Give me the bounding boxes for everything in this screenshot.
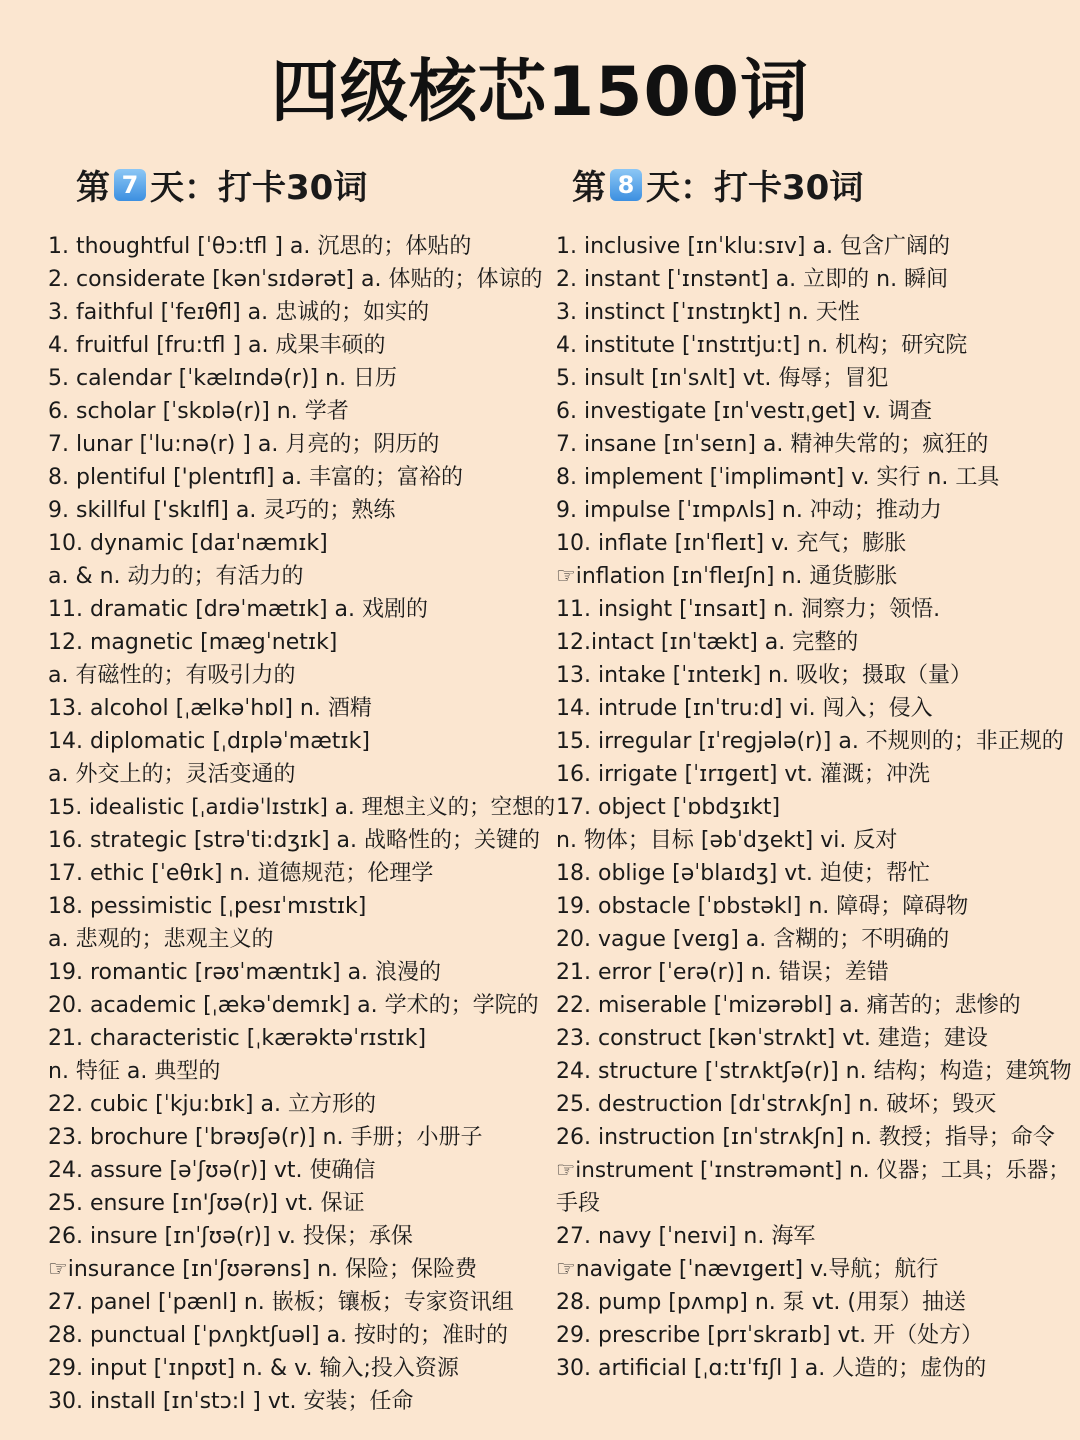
vocab-line: a. 有磁性的；有吸引力的: [48, 663, 296, 688]
vocab-line: 25. ensure [ɪn'ʃʊə(r)] vt. 保证: [48, 1191, 365, 1216]
vocab-line: 23. construct [kənˈstrʌkt] vt. 建造；建设: [556, 1026, 988, 1051]
vocab-line: 3. faithful [ˈfeɪθfl] a. 忠诚的；如实的: [48, 300, 430, 325]
day-7-word-list: [48, 230, 558, 1418]
vocab-line: ☞instrument [ˈɪnstrəmənt] n. 仪器；工具；乐器；: [556, 1158, 1070, 1183]
vocab-line: a. 外交上的；灵活变通的: [48, 762, 296, 787]
vocab-line: 26. instruction [ɪnˈstrʌkʃn] n. 教授；指导；命令: [556, 1125, 1055, 1150]
vocab-line: 14. diplomatic [ˌdɪpləˈmætɪk]: [48, 729, 370, 754]
vocab-line: 2. instant [ˈɪnstənt] a. 立即的 n. 瞬间: [556, 267, 949, 292]
day-8-word-list: [556, 230, 1076, 1385]
vocab-line: 7. lunar [ˈlu:nə(r) ] a. 月亮的；阴历的: [48, 432, 440, 457]
vocab-line: 8. plentiful ['plentɪfl] a. 丰富的；富裕的: [48, 465, 463, 490]
vocab-line: 11. insight [ˈɪnsaɪt] n. 洞察力；领悟.: [556, 597, 941, 622]
day-8-heading: [572, 160, 863, 209]
vocab-line: 25. destruction [dɪˈstrʌkʃn] n. 破坏；毁灭: [556, 1092, 997, 1117]
vocab-line: 11. dramatic [drəˈmætɪk] a. 戏剧的: [48, 597, 429, 622]
vocab-line: 18. oblige [əˈblaɪdʒ] vt. 迫使；帮忙: [556, 861, 930, 886]
vocab-line: 17. object [ˈɒbdʒɪkt]: [556, 795, 781, 820]
vocab-line: 24. structure [ˈstrʌktʃə(r)] n. 结构；构造；建筑物: [556, 1059, 1072, 1084]
vocab-line: 3. instinct [ˈɪnstɪŋkt] n. 天性: [556, 300, 860, 325]
heading-suffix: 天：打卡30词: [150, 168, 368, 208]
vocab-line: 5. calendar [ˈkælɪndə(r)] n. 日历: [48, 366, 398, 391]
vocab-line: 1. inclusive [ɪnˈklu:sɪv] a. 包含广阔的: [556, 234, 950, 259]
vocab-line: 10. inflate [ɪnˈfleɪt] v. 充气；膨胀: [556, 531, 907, 556]
vocab-line: 27. navy [ˈneɪvi] n. 海军: [556, 1224, 816, 1249]
vocab-line: 29. input [ˈɪnpʊt] n. & v. 输入;投入资源: [48, 1356, 459, 1381]
heading-prefix: 第: [76, 168, 110, 208]
vocab-line: 16. irrigate [ˈɪrɪgeɪt] vt. 灌溉；冲洗: [556, 762, 931, 787]
vocab-line: 4. fruitful [fru:tfl ] a. 成果丰硕的: [48, 333, 386, 358]
vocab-line: 9. skillful ['skɪlfl] a. 灵巧的；熟练: [48, 498, 396, 523]
vocab-line: 9. impulse [ˈɪmpʌls] n. 冲动；推动力: [556, 498, 942, 523]
vocab-line: 18. pessimistic [ˌpesɪˈmɪstɪk]: [48, 894, 367, 919]
vocab-line: 15. idealistic [ˌaɪdiəˈlɪstɪk] a. 理想主义的；空想的: [48, 795, 556, 820]
vocab-line: 19. obstacle [ˈɒbstəkl] n. 障碍；障碍物: [556, 894, 969, 919]
vocab-line: 22. miserable [ˈmizərəbl] a. 痛苦的；悲惨的: [556, 993, 1021, 1018]
vocab-line: 12.intact [ɪnˈtækt] a. 完整的: [556, 630, 859, 655]
keycap-number-badge: 8: [610, 169, 642, 201]
vocab-line: 10. dynamic [daɪˈnæmɪk]: [48, 531, 328, 556]
vocab-line: 2. considerate [kənˈsɪdərət] a. 体贴的；体谅的: [48, 267, 543, 292]
vocab-line: 17. ethic [ˈeθɪk] n. 道德规范；伦理学: [48, 861, 434, 886]
vocab-line: ☞inflation [ɪnˈfleɪʃn] n. 通货膨胀: [556, 564, 898, 589]
heading-prefix: 第: [572, 168, 606, 208]
vocab-line: 21. error [ˈerə(r)] n. 错误；差错: [556, 960, 889, 985]
vocab-line: 16. strategic [strəˈti:dʒɪk] a. 战略性的；关键的: [48, 828, 541, 853]
vocab-line: 7. insane [ɪnˈseɪn] a. 精神失常的；疯狂的: [556, 432, 989, 457]
vocab-line: ☞navigate [ˈnævɪgeɪt] v.导航；航行: [556, 1257, 939, 1282]
vocab-line: a. & n. 动力的；有活力的: [48, 564, 304, 589]
vocab-line: 26. insure [ɪnˈʃʊə(r)] v. 投保；承保: [48, 1224, 413, 1249]
vocab-line: 27. panel [ˈpænl] n. 嵌板；镶板；专家资讯组: [48, 1290, 514, 1315]
vocab-line: 8. implement [ˈimplimənt] v. 实行 n. 工具: [556, 465, 1000, 490]
vocab-line: 13. alcohol [ˌælkəˈhɒl] n. 酒精: [48, 696, 372, 721]
vocab-line: a. 悲观的；悲观主义的: [48, 927, 274, 952]
heading-suffix: 天：打卡30词: [646, 168, 864, 208]
vocab-line: 12. magnetic [mægˈnetɪk]: [48, 630, 338, 655]
vocab-line: 5. insult [ɪnˈsʌlt] vt. 侮辱；冒犯: [556, 366, 889, 391]
vocab-line: n. 物体；目标 [əbˈdʒekt] vi. 反对: [556, 828, 898, 853]
vocab-line: 6. scholar [ˈskɒlə(r)] n. 学者: [48, 399, 349, 424]
vocab-line: 19. romantic [rəʊˈmæntɪk] a. 浪漫的: [48, 960, 442, 985]
vocab-line: 20. vague [veɪg] a. 含糊的；不明确的: [556, 927, 950, 952]
vocab-line: 手段: [556, 1191, 601, 1216]
vocab-line: 30. install [ɪnˈstɔ:l ] vt. 安装；任命: [48, 1389, 414, 1414]
vocab-line: n. 特征 a. 典型的: [48, 1059, 221, 1084]
vocab-line: 22. cubic [ˈkju:bɪk] a. 立方形的: [48, 1092, 376, 1117]
vocab-line: 29. prescribe [prɪˈskraɪb] vt. 开（处方）: [556, 1323, 984, 1348]
vocab-line: 28. punctual [ˈpʌŋktʃuəl] a. 按时的；准时的: [48, 1323, 509, 1348]
day-7-heading: [76, 160, 367, 209]
vocab-line: 23. brochure [ˈbrəʊʃə(r)] n. 手册；小册子: [48, 1125, 483, 1150]
keycap-number-badge: 7: [114, 169, 146, 201]
vocab-line: 6. investigate [ɪnˈvestɪˌget] v. 调查: [556, 399, 933, 424]
vocab-line: 4. institute [ˈɪnstɪtju:t] n. 机构；研究院: [556, 333, 968, 358]
vocab-line: 1. thoughtful [ˈθɔ:tfl ] a. 沉思的；体贴的: [48, 234, 472, 259]
page-title: 四级核芯1500词: [270, 53, 810, 132]
vocab-line: ☞insurance [ɪnˈʃʊərəns] n. 保险；保险费: [48, 1257, 478, 1282]
vocab-line: 24. assure [əˈʃʊə(r)] vt. 使确信: [48, 1158, 376, 1183]
vocab-line: 15. irregular [ɪˈregjələ(r)] a. 不规则的；非正规的: [556, 729, 1064, 754]
vocab-line: 20. academic [ˌækəˈdemɪk] a. 学术的；学院的: [48, 993, 539, 1018]
vocab-line: 14. intrude [ɪnˈtru:d] vi. 闯入；侵入: [556, 696, 933, 721]
vocab-line: 30. artificial [ˌɑ:tɪˈfɪʃl ] a. 人造的；虚伪的: [556, 1356, 987, 1381]
vocab-line: 21. characteristic [ˌkærəktəˈrɪstɪk]: [48, 1026, 427, 1051]
vocab-line: 28. pump [pʌmp] n. 泵 vt. (用泵）抽送: [556, 1290, 966, 1315]
vocab-line: 13. intake [ˈɪnteɪk] n. 吸收；摄取（量）: [556, 663, 972, 688]
